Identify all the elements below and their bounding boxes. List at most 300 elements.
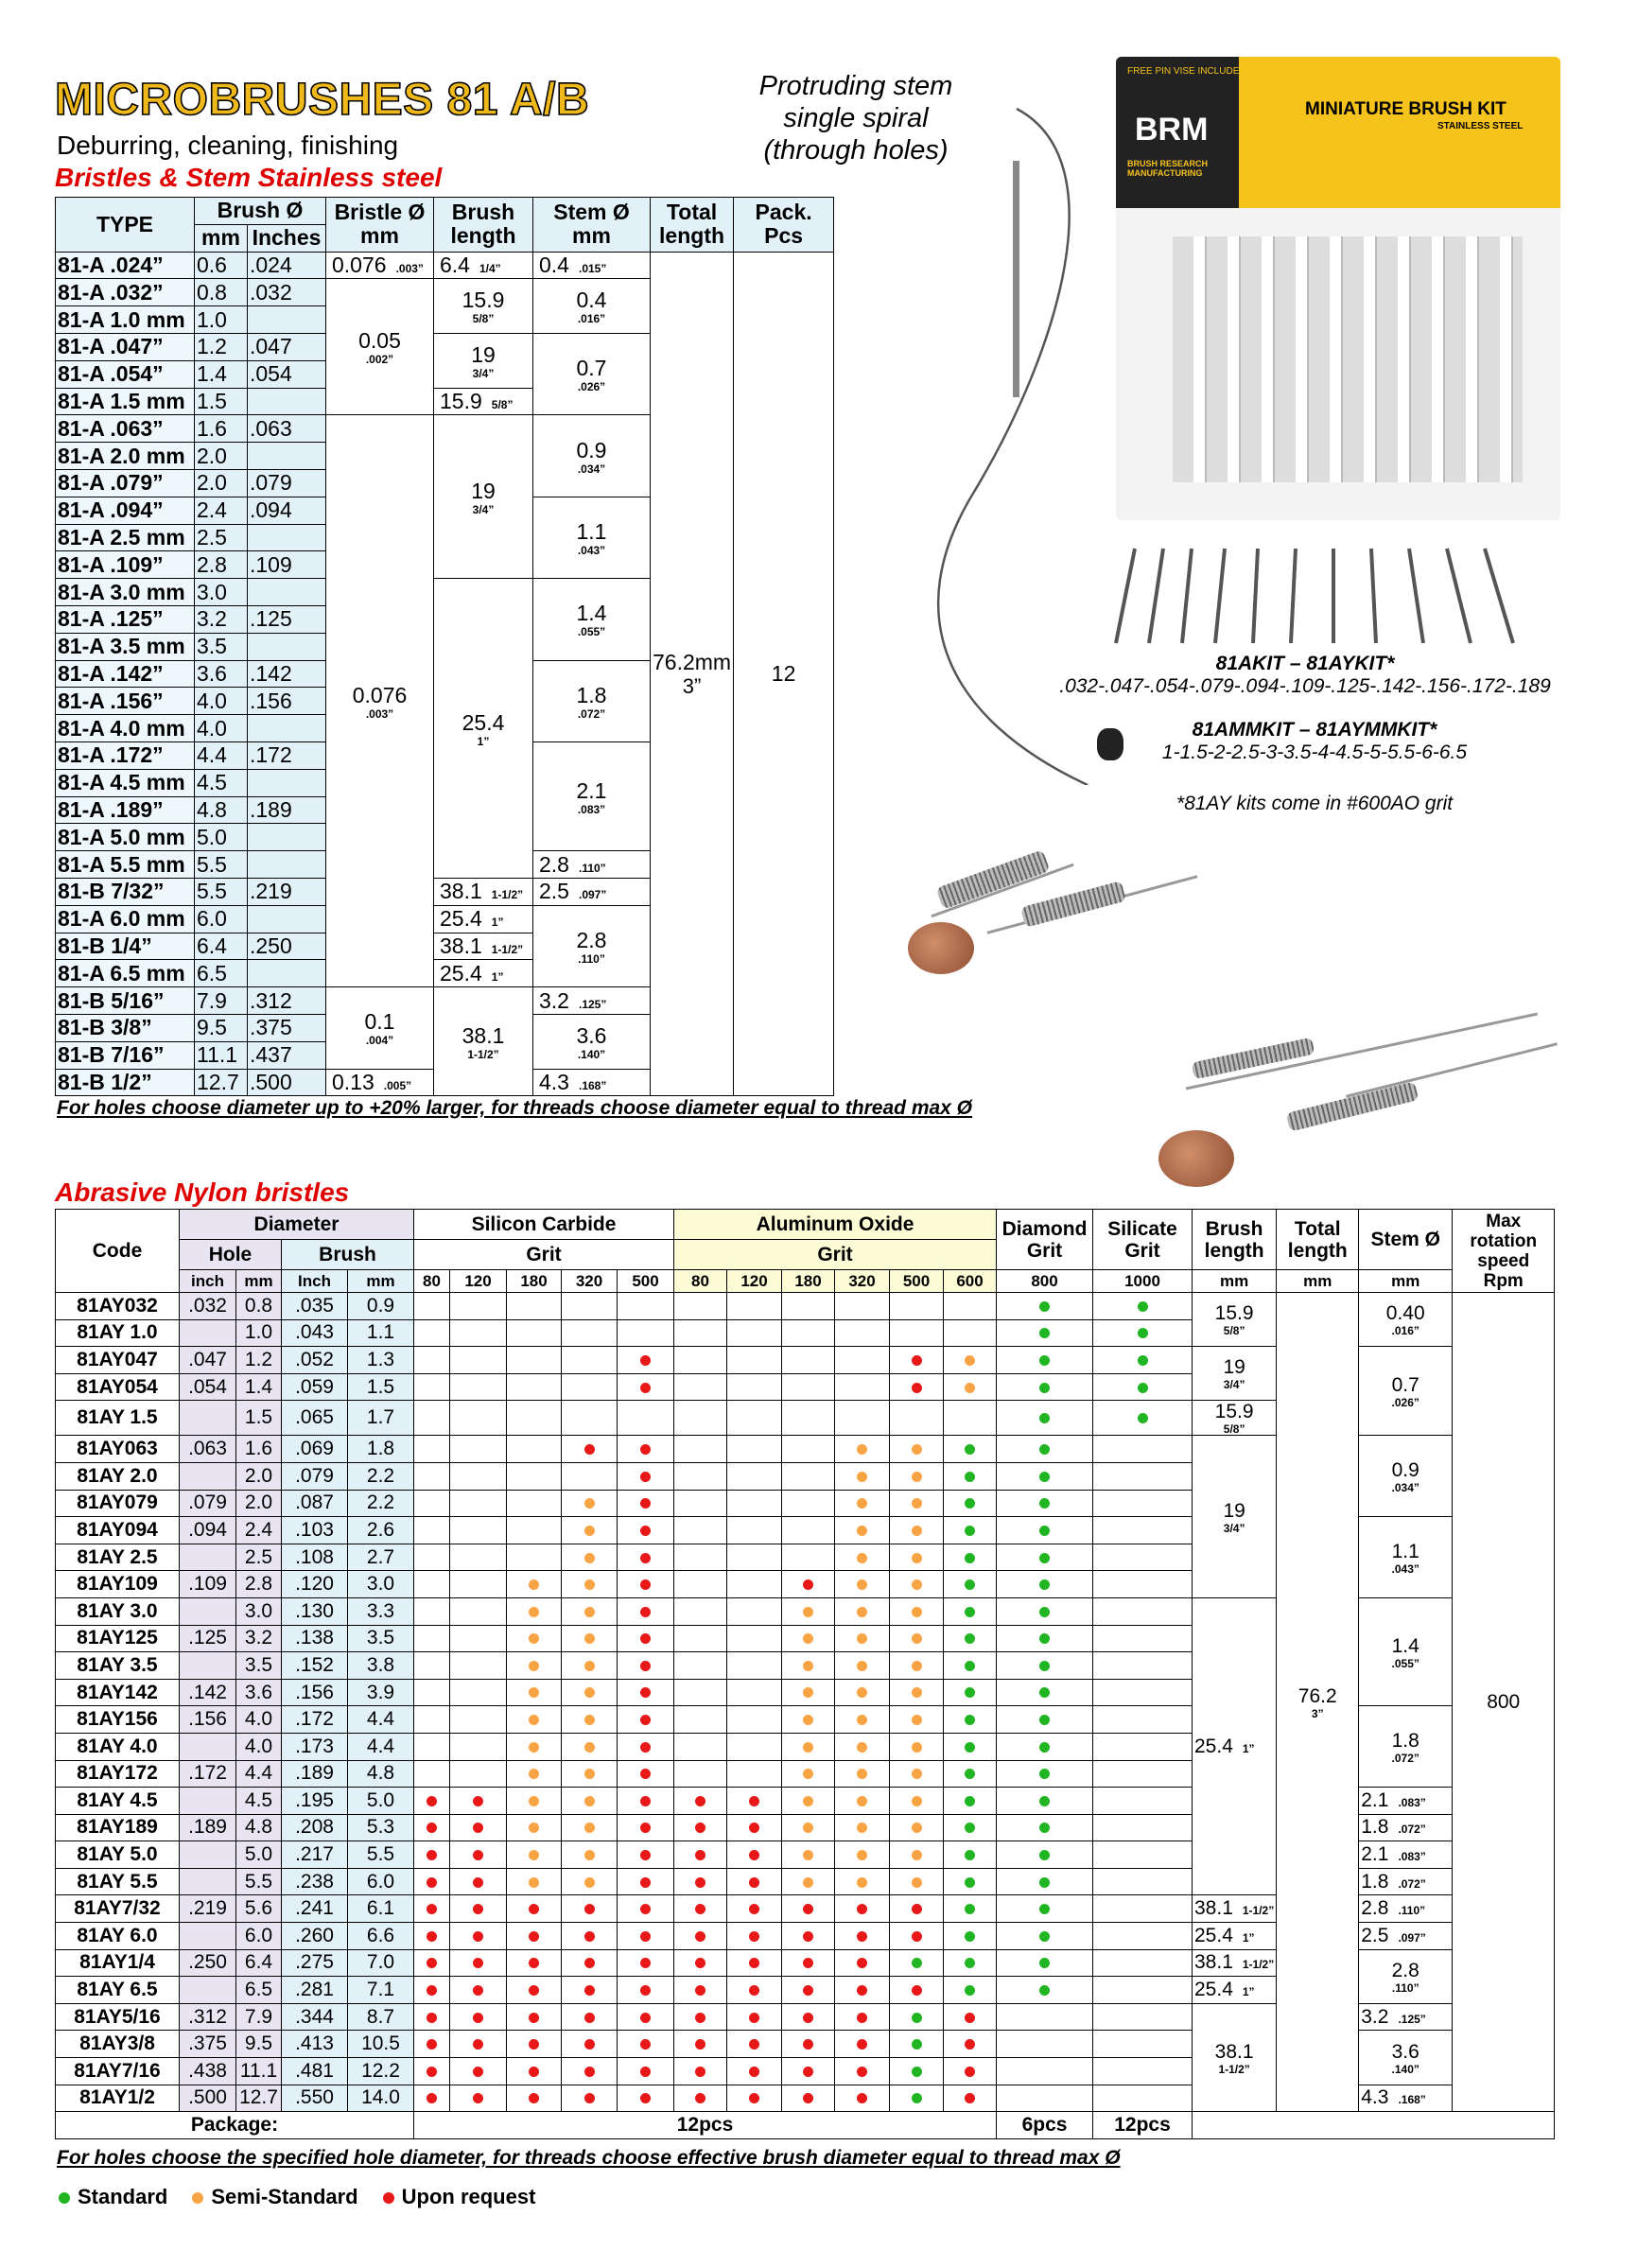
- bristle-dia: [326, 987, 434, 1069]
- stem-dia-value: 3.2: [1361, 2005, 1389, 2028]
- green-dot-icon: [1039, 1985, 1050, 1996]
- red-dot-icon: [695, 1877, 705, 1888]
- orange-dot-icon: [529, 1850, 539, 1860]
- orange-dot-icon: [803, 1796, 813, 1806]
- grit-cell: [674, 1597, 727, 1625]
- stem-dia-inch: .110”: [578, 951, 605, 966]
- orange-dot-icon: [912, 1796, 922, 1806]
- grit-cell: [727, 2058, 782, 2085]
- grit-cell: [727, 1347, 782, 1374]
- grit-cell: [562, 1347, 618, 1374]
- kit-info: [1021, 653, 1589, 698]
- stem-dia-value: 2.8: [1391, 1959, 1419, 1981]
- kit-inch-sizes: .032-.047-.054-.079-.094-.109-.125-.142-.156-.172-.189: [1059, 675, 1551, 697]
- hole-inch: [180, 1733, 236, 1760]
- red-dot-icon: [640, 1796, 651, 1806]
- grit-cell: [782, 1625, 835, 1652]
- brush-length-inch: 3/4”: [1223, 1521, 1245, 1535]
- code: 81AY 6.5: [56, 1977, 180, 2004]
- grit-cell: [835, 1679, 890, 1706]
- hole-inch: .375: [180, 2031, 236, 2058]
- red-dot-icon: [427, 1931, 437, 1942]
- red-dot-icon: [857, 1931, 867, 1942]
- grit-cell: [562, 1895, 618, 1923]
- kit-photo: [1116, 57, 1560, 520]
- green-dot-icon: [1039, 1796, 1050, 1806]
- grit-cell: [835, 1868, 890, 1895]
- code: 81AY 1.5: [56, 1401, 180, 1436]
- grit-cell: [890, 1652, 944, 1680]
- grit-cell: [944, 1814, 997, 1841]
- hole-mm: 5.6: [236, 1895, 282, 1923]
- brush-inch: .035: [282, 1293, 348, 1320]
- brush-length-value: 38.1: [440, 933, 482, 958]
- grit-cell: [618, 1490, 674, 1517]
- grit-cell: [782, 1706, 835, 1734]
- stem-dia-inch: .072”: [1398, 1876, 1426, 1891]
- red-dot-icon: [803, 1579, 813, 1590]
- brush-mm: 1.4: [195, 360, 248, 388]
- brush-mm: 7.0: [348, 1949, 414, 1977]
- brush-length: [434, 252, 533, 279]
- grit-cell: [562, 1293, 618, 1320]
- stainless-brush-table: [55, 197, 929, 1096]
- grit-cell: [414, 1597, 450, 1625]
- grit-cell: [450, 1401, 507, 1436]
- grit-cell: [450, 1977, 507, 2004]
- grit-cell: [450, 1319, 507, 1347]
- brush-inch: .079: [282, 1462, 348, 1490]
- grit-cell: [890, 2085, 944, 2112]
- brush-mm: 6.0: [195, 905, 248, 933]
- red-dot-icon: [695, 2039, 705, 2050]
- green-dot-icon: [1039, 1355, 1050, 1366]
- hole-mm: 4.0: [236, 1706, 282, 1734]
- brush-mm: 3.3: [348, 1597, 414, 1625]
- orange-dot-icon: [857, 1796, 867, 1806]
- diamond-cell: [997, 2003, 1093, 2031]
- col-stem: [533, 198, 651, 253]
- legend-semi: [192, 2185, 357, 2209]
- grit-cell: [727, 1895, 782, 1923]
- hole-inch: [180, 1462, 236, 1490]
- hole-inch: .047: [180, 1347, 236, 1374]
- red-dot-icon: [803, 2013, 813, 2023]
- stem-dia-inch: .110”: [578, 861, 606, 875]
- brush-mm: 6.0: [348, 1868, 414, 1895]
- green-dot-icon: [965, 1661, 975, 1671]
- brush-length-inch: 5/8”: [472, 312, 495, 326]
- code: 81AY047: [56, 1347, 180, 1374]
- grit-cell: [507, 1949, 562, 1977]
- orange-dot-icon: [803, 1742, 813, 1753]
- orange-dot-icon: [912, 1823, 922, 1833]
- silicate-cell: [1093, 1436, 1193, 1463]
- grit-cell: [450, 1517, 507, 1544]
- red-dot-icon: [640, 1472, 651, 1482]
- red-dot-icon: [640, 1633, 651, 1644]
- grit-cell: [782, 1293, 835, 1320]
- grit-cell: [835, 1544, 890, 1571]
- bristle-dia: [326, 252, 434, 279]
- col-bristle-l1: Bristle Ø: [334, 200, 426, 225]
- diamond-cell: [997, 1490, 1093, 1517]
- red-dot-icon: [584, 1958, 595, 1968]
- grit-cell: [890, 2031, 944, 2058]
- grit-cell: [450, 1652, 507, 1680]
- brush-mm: 14.0: [348, 2085, 414, 2112]
- type-code: 81-A .032”: [56, 279, 195, 306]
- green-dot-icon: [965, 1498, 975, 1509]
- hole-mm: 2.0: [236, 1462, 282, 1490]
- grit-cell: [835, 1949, 890, 1977]
- brush-inch: [248, 851, 326, 879]
- diamond-cell: [997, 1597, 1093, 1625]
- diamond-cell: [997, 1462, 1093, 1490]
- grit-ao-180: 180: [782, 1270, 835, 1293]
- silicate-cell: [1093, 1977, 1193, 2004]
- silicate-cell: [1093, 1868, 1193, 1895]
- hole-inch: .063: [180, 1436, 236, 1463]
- red-dot-icon: [965, 2013, 975, 2023]
- type-code: 81-A .079”: [56, 469, 195, 497]
- brush-inch: [248, 579, 326, 606]
- grit-cell: [835, 1401, 890, 1436]
- grit-cell: [507, 1490, 562, 1517]
- grit-cell: [618, 1760, 674, 1788]
- stem-dia-value: 1.8: [576, 682, 607, 707]
- grit-cell: [835, 2003, 890, 2031]
- brush-mm: 1.0: [195, 306, 248, 334]
- green-dot-icon: [1039, 1769, 1050, 1779]
- brush-length: [434, 579, 533, 879]
- abrasive-nylon-table: [55, 1209, 1555, 2139]
- grit-cell: [450, 2085, 507, 2112]
- brush-mm: 8.7: [348, 2003, 414, 2031]
- stem-dia-inch: .072”: [577, 707, 606, 721]
- hole-inch: [180, 1401, 236, 1436]
- hole-inch: .156: [180, 1706, 236, 1734]
- brush-inch: .142: [248, 660, 326, 688]
- green-dot-icon: [965, 1931, 975, 1942]
- grit-cell: [562, 1401, 618, 1436]
- type-code: 81-A 3.5 mm: [56, 633, 195, 660]
- grit-cell: [835, 1895, 890, 1923]
- grit-cell: [944, 1319, 997, 1347]
- brush-length-value: 15.9: [1214, 1401, 1254, 1423]
- grit-cell: [727, 1841, 782, 1869]
- silicate-cell: [1093, 1293, 1193, 1320]
- diamond-cell: [997, 1293, 1093, 1320]
- brush-inch: .024: [248, 252, 326, 279]
- grit-cell: [674, 1373, 727, 1401]
- grit-cell: [674, 1841, 727, 1869]
- red-dot-icon: [584, 1985, 595, 1996]
- grit-cell: [890, 1760, 944, 1788]
- grit-cell: [835, 1373, 890, 1401]
- orange-dot-icon: [192, 2192, 203, 2204]
- grit-cell: [674, 1949, 727, 1977]
- total-length: [651, 252, 734, 1096]
- hole-inch: [180, 1923, 236, 1950]
- grit-cell: [450, 1841, 507, 1869]
- red-dot-icon: [857, 2039, 867, 2050]
- grit-sic-500: 500: [618, 1270, 674, 1293]
- grit-cell: [414, 1706, 450, 1734]
- grit-cell: [414, 1760, 450, 1788]
- hole-mm: 1.0: [236, 1319, 282, 1347]
- type-code: 81-A 1.5 mm: [56, 388, 195, 415]
- red-dot-icon: [529, 1985, 539, 1996]
- brush-head: [1020, 881, 1126, 928]
- brush-inch: .156: [282, 1679, 348, 1706]
- col-blen-mm: mm: [1193, 1270, 1277, 1293]
- red-dot-icon: [640, 2039, 651, 2050]
- red-dot-icon: [695, 1796, 705, 1806]
- hole-inch: .079: [180, 1490, 236, 1517]
- grit-cell: [414, 1652, 450, 1680]
- grit-cell: [414, 1293, 450, 1320]
- brush-head: [1286, 1081, 1419, 1131]
- orange-dot-icon: [912, 1498, 922, 1509]
- grit-cell: [674, 2003, 727, 2031]
- grit-cell: [618, 1625, 674, 1652]
- green-dot-icon: [965, 1607, 975, 1617]
- code: 81AY7/32: [56, 1895, 180, 1923]
- type-code: 81-A .063”: [56, 415, 195, 443]
- grit-cell: [450, 1760, 507, 1788]
- grit-cell: [618, 2031, 674, 2058]
- grit-cell: [727, 1319, 782, 1347]
- brush-mm: 7.1: [348, 1977, 414, 2004]
- brush-length-inch: 1”: [1242, 1985, 1255, 1999]
- brush-inch: [248, 633, 326, 660]
- package-row: [56, 2112, 1555, 2139]
- grit-cell: [727, 1733, 782, 1760]
- red-dot-icon: [427, 1958, 437, 1968]
- grit-cell: [835, 1706, 890, 1734]
- red-dot-icon: [473, 2013, 483, 2023]
- grit-cell: [450, 1544, 507, 1571]
- green-dot-icon: [1138, 1413, 1148, 1423]
- grit-cell: [944, 1895, 997, 1923]
- stem-dia-value: 1.8: [1391, 1729, 1419, 1752]
- brush-length-inch: 5/8”: [491, 397, 514, 411]
- col-total-length-l1: Total: [666, 200, 718, 225]
- orange-dot-icon: [857, 1661, 867, 1671]
- type-code: 81-A 6.5 mm: [56, 960, 195, 987]
- brush-mm: 2.8: [195, 551, 248, 579]
- green-dot-icon: [59, 2192, 70, 2204]
- stem-dia: [1359, 1347, 1453, 1436]
- grit-cell: [618, 1401, 674, 1436]
- brush-length-value: 38.1: [461, 1022, 505, 1048]
- total-length: [1277, 1293, 1359, 2112]
- code: 81AY 1.0: [56, 1319, 180, 1347]
- brush-inch: .500: [248, 1069, 326, 1096]
- bristle-dia-inch: .003”: [365, 707, 394, 721]
- red-dot-icon: [749, 1796, 759, 1806]
- grit-cell: [562, 1373, 618, 1401]
- hole-mm: 1.2: [236, 1347, 282, 1374]
- silicate-cell: [1093, 1652, 1193, 1680]
- brush-mm: 2.2: [348, 1462, 414, 1490]
- grit-cell: [562, 2058, 618, 2085]
- hole-mm: 6.0: [236, 1923, 282, 1950]
- grit-cell: [618, 1679, 674, 1706]
- silicate-cell: [1093, 1760, 1193, 1788]
- brush-inch: .152: [282, 1652, 348, 1680]
- diamond-cell: [997, 2058, 1093, 2085]
- red-dot-icon: [427, 1823, 437, 1833]
- brush-length: [434, 333, 533, 388]
- grit-cell: [450, 1490, 507, 1517]
- green-dot-icon: [965, 1633, 975, 1644]
- grit-cell: [674, 1436, 727, 1463]
- red-dot-icon: [473, 2093, 483, 2103]
- grit-cell: [944, 2003, 997, 2031]
- grit-cell: [507, 2003, 562, 2031]
- stem-dia-value: 1.1: [1391, 1540, 1419, 1562]
- stem-dia-inch: .034”: [577, 462, 606, 476]
- grit-cell: [414, 1895, 450, 1923]
- grit-cell: [835, 1293, 890, 1320]
- green-dot-icon: [965, 1958, 975, 1968]
- red-dot-icon: [965, 2067, 975, 2077]
- col-brush-length-line: length: [1204, 1239, 1264, 1262]
- legend-request: [383, 2185, 536, 2209]
- green-dot-icon: [965, 1823, 975, 1833]
- grit-cell: [674, 1347, 727, 1374]
- type-code: 81-B 1/4”: [56, 933, 195, 960]
- red-dot-icon: [640, 1498, 651, 1509]
- brush-mm: 2.0: [195, 469, 248, 497]
- brush-inch: .241: [282, 1895, 348, 1923]
- col-type: TYPE: [56, 198, 195, 253]
- grit-cell: [782, 1788, 835, 1815]
- stem-dia-inch: .110”: [1391, 1980, 1419, 1995]
- diamond-cell: [997, 1571, 1093, 1598]
- red-dot-icon: [857, 1958, 867, 1968]
- brush-mm: 1.8: [348, 1436, 414, 1463]
- grit-cell: [890, 1814, 944, 1841]
- brush-length: [434, 933, 533, 960]
- green-dot-icon: [1039, 1444, 1050, 1455]
- orange-dot-icon: [529, 1823, 539, 1833]
- grit-cell: [782, 1841, 835, 1869]
- brush-length: [434, 415, 533, 579]
- brush-inch: [248, 388, 326, 415]
- grit-cell: [618, 2003, 674, 2031]
- hole-inch: .142: [180, 1679, 236, 1706]
- stem-dia: [533, 741, 651, 850]
- brush-mm: 6.1: [348, 1895, 414, 1923]
- brush-length-inch: 3/4”: [1223, 1378, 1245, 1392]
- red-dot-icon: [965, 2039, 975, 2050]
- stem-dia-inch: .043”: [1391, 1561, 1419, 1576]
- orange-dot-icon: [857, 1742, 867, 1753]
- brush-inch: .195: [282, 1788, 348, 1815]
- grit-cell: [507, 1436, 562, 1463]
- col-diamond: [997, 1210, 1093, 1270]
- grit-cell: [727, 1293, 782, 1320]
- grit-cell: [835, 1977, 890, 2004]
- brush-length-value: 38.1: [1214, 2040, 1254, 2063]
- red-dot-icon: [473, 1877, 483, 1888]
- grit-cell: [674, 2031, 727, 2058]
- stem-dia: [1359, 1895, 1453, 1923]
- col-silicon-carbide: Silicon Carbide: [414, 1210, 674, 1240]
- silicate-cell: [1093, 1949, 1193, 1977]
- orange-dot-icon: [529, 1796, 539, 1806]
- hole-inch: .312: [180, 2003, 236, 2031]
- grit-cell: [562, 1319, 618, 1347]
- col-brush-length-line: Brush: [1205, 1217, 1263, 1240]
- stem-dia-value: 3.6: [1391, 2040, 1419, 2063]
- diamond-cell: [997, 2031, 1093, 2058]
- brush-length: [1193, 1949, 1277, 1977]
- brush-length-value: 25.4: [1194, 1979, 1233, 2001]
- stem-dia: [533, 878, 651, 905]
- grit-cell: [835, 1814, 890, 1841]
- type-code: 81-A .024”: [56, 252, 195, 279]
- stainless-selection-note: For holes choose diameter up to +20% larger, for threads choose diameter equal to thread max Ø: [57, 1097, 973, 1119]
- brush-length-inch: 1-1/2”: [491, 942, 524, 956]
- stem-dia-value: 2.1: [576, 777, 607, 803]
- grit-cell: [507, 1293, 562, 1320]
- brush-mm: 4.0: [195, 715, 248, 742]
- col-hole-mm: mm: [236, 1270, 282, 1293]
- red-dot-icon: [584, 2093, 595, 2103]
- grit-cell: [727, 1436, 782, 1463]
- stem-dia-value: 2.8: [576, 927, 607, 952]
- green-dot-icon: [1039, 1958, 1050, 1968]
- green-dot-icon: [1039, 1328, 1050, 1338]
- brush-inch: .189: [248, 796, 326, 824]
- brush-inch: .375: [248, 1014, 326, 1041]
- col-brush-mm: mm: [348, 1270, 414, 1293]
- package-diamond: 6pcs: [997, 2112, 1093, 2139]
- grit-cell: [890, 2058, 944, 2085]
- red-dot-icon: [473, 1931, 483, 1942]
- red-dot-icon: [529, 1958, 539, 1968]
- brush-length-value: 19: [1223, 1499, 1245, 1522]
- grit-cell: [562, 1571, 618, 1598]
- grit-cell: [944, 1436, 997, 1463]
- grit-cell: [782, 1733, 835, 1760]
- orange-dot-icon: [584, 1796, 595, 1806]
- orange-dot-icon: [857, 1472, 867, 1482]
- grit-cell: [835, 1597, 890, 1625]
- brush-inch: .103: [282, 1517, 348, 1544]
- brush-inch: .052: [282, 1347, 348, 1374]
- hole-inch: .032: [180, 1293, 236, 1320]
- grit-cell: [727, 1949, 782, 1977]
- orange-dot-icon: [857, 1823, 867, 1833]
- stem-dia-value: 3.2: [539, 987, 569, 1013]
- diamond-cell: [997, 1949, 1093, 1977]
- grit-cell: [674, 1401, 727, 1436]
- stem-dia-value: 2.5: [1361, 1924, 1389, 1946]
- col-stem-l2: mm: [572, 223, 611, 249]
- red-dot-icon: [695, 1931, 705, 1942]
- orange-dot-icon: [803, 1850, 813, 1860]
- grit-cell: [562, 1706, 618, 1734]
- red-dot-icon: [640, 1742, 651, 1753]
- red-dot-icon: [803, 2093, 813, 2103]
- brush-length-value: 38.1: [1194, 1951, 1233, 1974]
- brush-mm: 3.9: [348, 1679, 414, 1706]
